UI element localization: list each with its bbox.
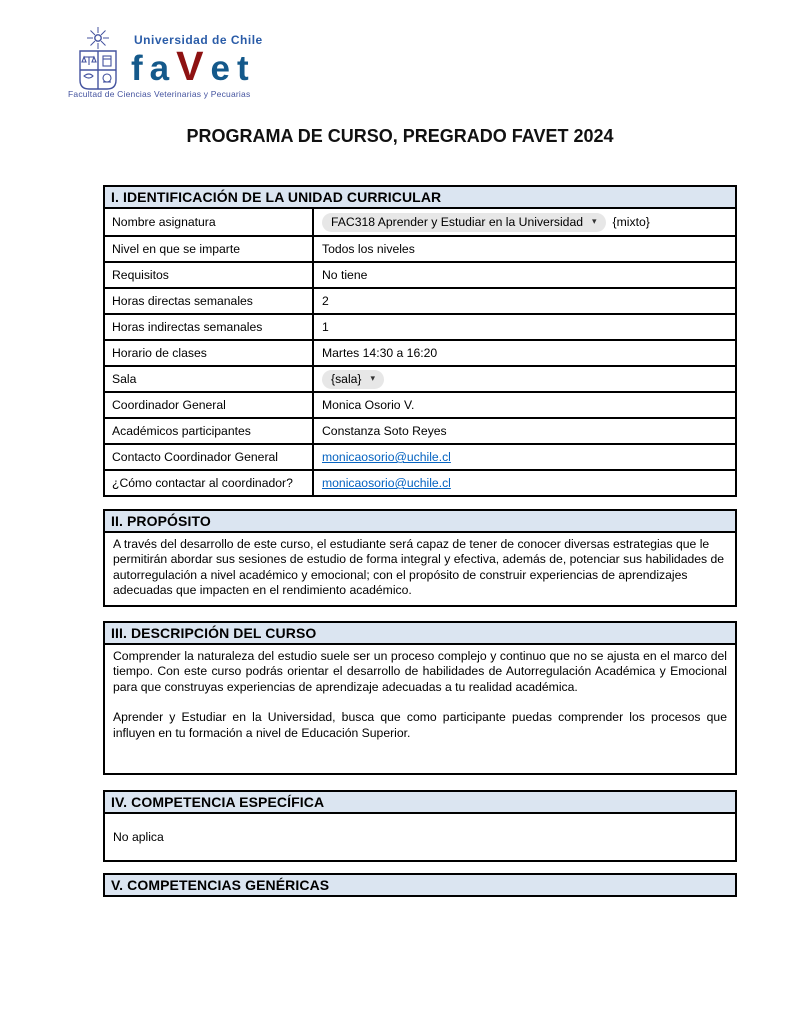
table-row-nombre-asignatura xyxy=(105,209,735,235)
section-iv-header: IV. COMPETENCIA ESPECÍFICA xyxy=(103,790,737,814)
table-row-como-contactar xyxy=(105,469,735,495)
row-label-horas-directas: Horas directas semanales xyxy=(105,289,314,313)
row-label-como-contactar: ¿Cómo contactar al coordinador? xyxy=(105,471,314,495)
section-iii-header: III. DESCRIPCIÓN DEL CURSO xyxy=(103,621,737,645)
table-row-coordinador xyxy=(105,391,735,417)
university-crest-icon xyxy=(70,26,128,92)
row-label-coordinador: Coordinador General xyxy=(105,393,314,417)
section-competencias-genericas xyxy=(103,873,737,897)
section-proposito xyxy=(103,509,737,607)
row-value-sala xyxy=(314,367,735,391)
coordinator-contact-email-link[interactable]: monicaosorio@uchile.cl xyxy=(322,476,451,490)
descripcion-paragraph-2: Aprender y Estudiar en la Universidad, busca que como participante puedas comprender los procesos que influyen en tu formación a nivel de Educación Superior. xyxy=(113,710,727,740)
row-value-requisitos: No tiene xyxy=(322,268,368,282)
row-label-sala: Sala xyxy=(105,367,314,391)
nombre-asignatura-selected: FAC318 Aprender y Estudiar en la Universidad xyxy=(331,214,584,229)
section-iv-body xyxy=(103,812,737,862)
row-value-horario: Martes 14:30 a 16:20 xyxy=(322,346,438,360)
page-title: PROGRAMA DE CURSO, PREGRADO FAVET 2024 xyxy=(186,126,614,146)
favet-wordmark xyxy=(131,45,256,88)
row-value-nombre-asignatura xyxy=(314,209,735,235)
descripcion-paragraph-1: Comprender la naturaleza del estudio suele ser un proceso complejo y continuo que no se ajusta en el marco del tiempo. Con este curso podrás orientar el desarrollo de habilidades de Autorregulación Académica y Emocional para que construyas experiencias de aprendizaje adecuadas a tu realidad académica. xyxy=(113,649,727,694)
favet-prefix: fa xyxy=(131,49,177,88)
sala-dropdown[interactable] xyxy=(322,370,384,389)
row-value-academicos: Constanza Soto Reyes xyxy=(322,424,447,438)
chevron-down-icon: ▾ xyxy=(370,373,376,383)
section-competencia-especifica xyxy=(103,790,737,862)
table-row-nivel xyxy=(105,235,735,261)
section-ii-body xyxy=(103,531,737,607)
favet-suffix: et xyxy=(210,49,256,88)
coordinator-email-link[interactable]: monicaosorio@uchile.cl xyxy=(322,450,451,464)
section-ii-header: II. PROPÓSITO xyxy=(103,509,737,533)
section-descripcion xyxy=(103,621,737,775)
table-row-horario xyxy=(105,339,735,365)
row-label-horario: Horario de clases xyxy=(105,341,314,365)
identification-table xyxy=(103,207,737,497)
favet-v: V xyxy=(176,43,211,89)
sala-selected: {sala} xyxy=(331,371,362,386)
table-row-contacto xyxy=(105,443,735,469)
row-value-coordinador: Monica Osorio V. xyxy=(322,398,415,412)
row-value-nivel: Todos los niveles xyxy=(322,242,415,256)
university-name: Universidad de Chile xyxy=(134,33,263,47)
section-iii-body xyxy=(103,643,737,775)
faculty-name: Facultad de Ciencias Veterinarias y Pecuarias xyxy=(68,89,251,99)
nombre-asignatura-dropdown[interactable] xyxy=(322,213,606,232)
row-value-horas-indirectas: 1 xyxy=(322,320,329,334)
row-label-horas-indirectas: Horas indirectas semanales xyxy=(105,315,314,339)
section-i-header: I. IDENTIFICACIÓN DE LA UNIDAD CURRICULAR xyxy=(103,185,737,209)
modalidad-suffix: {mixto} xyxy=(612,215,650,229)
proposito-text: A través del desarrollo de este curso, el estudiante será capaz de tener de conocer diversas estrategias que le permitirán abordar sus sesiones de estudio de forma integral y efectiva, además de, potenciar sus habilidades de autorregulación a nivel académico y emocional; con el propósito de construir experiencias de aprendizajes adecuadas que impacten en el rendimiento académico. xyxy=(113,537,725,598)
table-row-requisitos xyxy=(105,261,735,287)
table-row-sala xyxy=(105,365,735,391)
row-value-contacto xyxy=(314,445,735,469)
row-label-nombre-asignatura: Nombre asignatura xyxy=(105,209,314,235)
chevron-down-icon: ▾ xyxy=(592,216,597,226)
row-label-academicos: Académicos participantes xyxy=(105,419,314,443)
section-identificacion xyxy=(103,185,737,497)
row-value-como-contactar xyxy=(314,471,735,495)
table-row-horas-indirectas xyxy=(105,313,735,339)
row-label-contacto: Contacto Coordinador General xyxy=(105,445,314,469)
table-row-horas-directas xyxy=(105,287,735,313)
table-row-academicos xyxy=(105,417,735,443)
row-label-requisitos: Requisitos xyxy=(105,263,314,287)
competencia-especifica-text: No aplica xyxy=(113,830,164,844)
row-value-horas-directas: 2 xyxy=(322,294,329,308)
section-v-header: V. COMPETENCIAS GENÉRICAS xyxy=(103,873,737,897)
row-label-nivel: Nivel en que se imparte xyxy=(105,237,314,261)
